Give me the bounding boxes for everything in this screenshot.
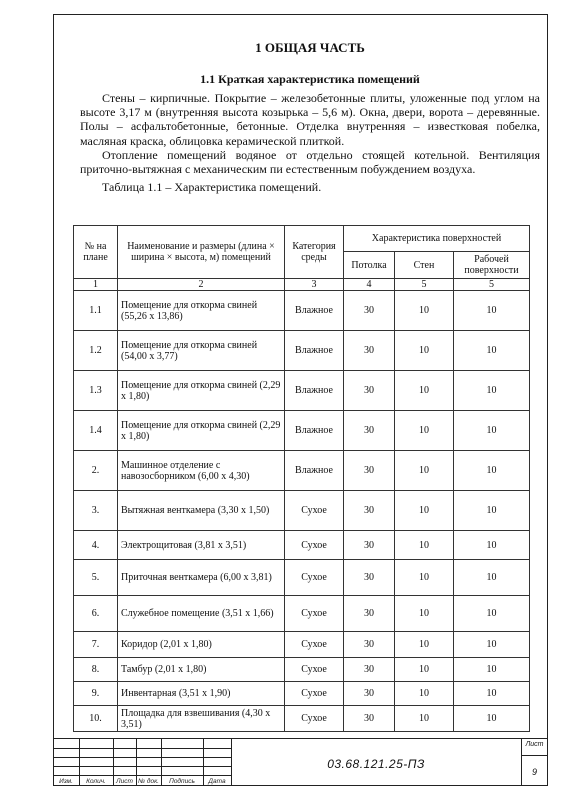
work-surface-value: 10 <box>454 531 530 560</box>
walls-value: 10 <box>395 331 454 371</box>
walls-value: 10 <box>395 451 454 491</box>
table-row <box>74 706 530 732</box>
col-number: 5 <box>395 279 454 291</box>
col-number: 1 <box>74 279 118 291</box>
walls-value: 10 <box>395 596 454 632</box>
section-title: 1 ОБЩАЯ ЧАСТЬ <box>255 40 365 55</box>
stamp-label-change: Изм. <box>59 778 73 785</box>
room-name: Вытяжная венткамера (3,30 х 1,50) <box>118 491 285 531</box>
header-name: Наименование и размеры (длина × ширина × высота, м) помещений <box>118 226 285 279</box>
header-walls: Стен <box>395 252 454 279</box>
table-row <box>74 331 530 371</box>
room-number: 1.2 <box>74 331 118 371</box>
environment-category: Влажное <box>285 451 344 491</box>
table-row <box>74 632 530 658</box>
environment-category: Сухое <box>285 706 344 732</box>
ceiling-value: 30 <box>344 531 395 560</box>
rooms-table <box>73 225 530 732</box>
table-row <box>74 596 530 632</box>
header-surfaces: Характеристика поверхностей <box>344 226 530 252</box>
work-surface-value: 10 <box>454 331 530 371</box>
room-name: Инвентарная (3,51 х 1,90) <box>118 682 285 706</box>
walls-value: 10 <box>395 531 454 560</box>
work-surface-value: 10 <box>454 682 530 706</box>
environment-category: Сухое <box>285 491 344 531</box>
ceiling-value: 30 <box>344 560 395 596</box>
walls-value: 10 <box>395 682 454 706</box>
walls-value: 10 <box>395 560 454 596</box>
room-name: Помещение для откорма свиней (54,00 х 3,77) <box>118 331 285 371</box>
walls-value: 10 <box>395 632 454 658</box>
stamp-label-count: Колич. <box>86 778 106 785</box>
ceiling-value: 30 <box>344 682 395 706</box>
table-row <box>74 682 530 706</box>
room-name: Электрощитовая (3,81 х 3,51) <box>118 531 285 560</box>
work-surface-value: 10 <box>454 291 530 331</box>
document-code: 03.68.121.25-ПЗ <box>327 757 425 771</box>
work-surface-value: 10 <box>454 706 530 732</box>
walls-value: 10 <box>395 658 454 682</box>
table-row <box>74 560 530 596</box>
header-work-surface: Рабочей поверхности <box>454 252 530 279</box>
stamp-line <box>521 755 548 756</box>
room-name: Помещение для откорма свиней (2,29 х 1,80) <box>118 371 285 411</box>
room-number: 1.1 <box>74 291 118 331</box>
work-surface-value: 10 <box>454 451 530 491</box>
room-name: Приточная венткамера (6,00 х 3,81) <box>118 560 285 596</box>
room-number: 10. <box>74 706 118 732</box>
walls-value: 10 <box>395 411 454 451</box>
work-surface-value: 10 <box>454 411 530 451</box>
ceiling-value: 30 <box>344 632 395 658</box>
stamp-label-doc-number: № док. <box>138 778 159 785</box>
room-number: 9. <box>74 682 118 706</box>
ceiling-value: 30 <box>344 331 395 371</box>
room-number: 4. <box>74 531 118 560</box>
environment-category: Сухое <box>285 560 344 596</box>
environment-category: Сухое <box>285 632 344 658</box>
environment-category: Сухое <box>285 531 344 560</box>
environment-category: Сухое <box>285 596 344 632</box>
walls-value: 10 <box>395 291 454 331</box>
ceiling-value: 30 <box>344 411 395 451</box>
paragraph-1: Стены – кирпичные. Покрытие – железобетонные плиты, уложенные под углом на высоте 3,17 м (внутренняя высота козырька – 5,6 м). Окна, двери, ворота – деревянные. Полы – асфальтобетонные, бетонные. Отделка внутренняя – известковая побелка, масляная краска, облицовка керамической плиткой. <box>80 91 540 148</box>
room-number: 5. <box>74 560 118 596</box>
table-row <box>74 451 530 491</box>
walls-value: 10 <box>395 371 454 411</box>
environment-category: Влажное <box>285 291 344 331</box>
work-surface-value: 10 <box>454 560 530 596</box>
room-number: 7. <box>74 632 118 658</box>
room-number: 3. <box>74 491 118 531</box>
stamp-label-signature: Подпись <box>169 778 195 785</box>
ceiling-value: 30 <box>344 371 395 411</box>
title-block <box>53 738 548 786</box>
walls-value: 10 <box>395 491 454 531</box>
walls-value: 10 <box>395 706 454 732</box>
col-number: 4 <box>344 279 395 291</box>
table-caption: Таблица 1.1 – Характеристика помещений. <box>102 180 322 195</box>
header-category: Категория среды <box>285 226 344 279</box>
ceiling-value: 30 <box>344 658 395 682</box>
room-name: Коридор (2,01 х 1,80) <box>118 632 285 658</box>
stamp-label-date: Дата <box>208 778 226 785</box>
room-number: 8. <box>74 658 118 682</box>
table-row <box>74 531 530 560</box>
room-number: 2. <box>74 451 118 491</box>
ceiling-value: 30 <box>344 451 395 491</box>
environment-category: Сухое <box>285 682 344 706</box>
stamp-label-sheet: Лист <box>116 778 133 785</box>
work-surface-value: 10 <box>454 371 530 411</box>
environment-category: Влажное <box>285 331 344 371</box>
room-name: Тамбур (2,01 х 1,80) <box>118 658 285 682</box>
ceiling-value: 30 <box>344 491 395 531</box>
environment-category: Сухое <box>285 658 344 682</box>
work-surface-value: 10 <box>454 632 530 658</box>
header-num: № на плане <box>74 226 118 279</box>
work-surface-value: 10 <box>454 596 530 632</box>
table-row <box>74 658 530 682</box>
col-number: 2 <box>118 279 285 291</box>
col-number: 5 <box>454 279 530 291</box>
ceiling-value: 30 <box>344 596 395 632</box>
col-number: 3 <box>285 279 344 291</box>
table-row <box>74 491 530 531</box>
subsection-title: 1.1 Краткая характеристика помещений <box>200 72 420 86</box>
ceiling-value: 30 <box>344 291 395 331</box>
sheet-label: Лист <box>525 741 544 748</box>
environment-category: Влажное <box>285 411 344 451</box>
room-name: Площадка для взвешивания (4,30 х 3,51) <box>118 706 285 732</box>
table-row <box>74 291 530 331</box>
ceiling-value: 30 <box>344 706 395 732</box>
table-body <box>74 291 530 732</box>
environment-category: Влажное <box>285 371 344 411</box>
room-name: Служебное помещение (3,51 х 1,66) <box>118 596 285 632</box>
paragraph-2: Отопление помещений водяное от отдельно стоящей котельной. Вентиляция приточно-вытяжная с механическим пи естественным побуждением воздуха. <box>80 147 540 177</box>
work-surface-value: 10 <box>454 491 530 531</box>
room-name: Помещение для откорма свиней (2,29 х 1,80) <box>118 411 285 451</box>
room-number: 6. <box>74 596 118 632</box>
room-number: 1.4 <box>74 411 118 451</box>
work-surface-value: 10 <box>454 658 530 682</box>
table-row <box>74 411 530 451</box>
document-body <box>80 40 540 195</box>
room-name: Помещение для откорма свиней (55,26 х 13,86) <box>118 291 285 331</box>
page-number: 9 <box>531 767 537 777</box>
room-name: Машинное отделение с навозосборником (6,00 х 4,30) <box>118 451 285 491</box>
room-number: 1.3 <box>74 371 118 411</box>
table-row <box>74 371 530 411</box>
header-ceiling: Потолка <box>344 252 395 279</box>
